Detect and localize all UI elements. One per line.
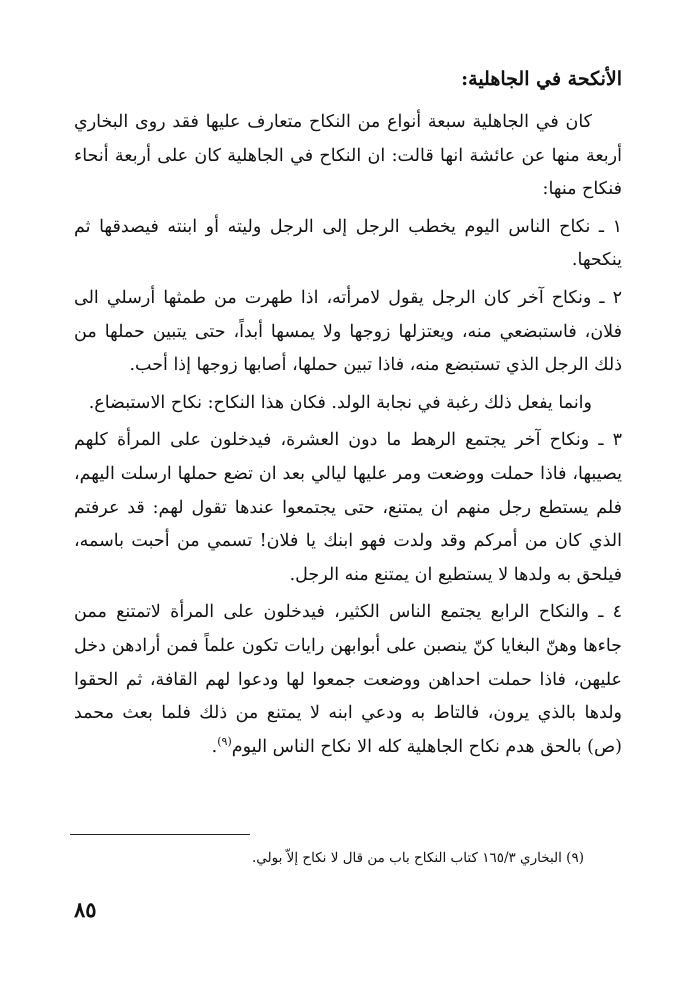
paragraph-type-1: ١ ـ نكاح الناس اليوم يخطب الرجل إلى الرجل وليته أو ابنته فيصدقها ثم ينكحها.: [74, 216, 622, 271]
paragraph-istibda: وانما يفعل ذلك رغبة في نجابة الولد. فكان هذا النكاح: نكاح الاستبضاع.: [88, 392, 592, 413]
paragraph-intro: كان في الجاهلية سبعة أنواع من النكاح متعارف عليها فقد روى البخاري أربعة منها عن عائشة انها قالت: ان النكاح في الجاهلية كان على أربعة أنحاء فنكاح منها:: [74, 112, 622, 200]
footnote: (٩) البخاري ١٦٥/٣ كتاب النكاح باب من قال لا نكاح إلاّ بولي.: [251, 850, 584, 866]
section-heading: الأنكحة في الجاهلية:: [461, 68, 622, 90]
page-number: ٨٥: [74, 897, 97, 922]
paragraph-type-4-text: ٤ ـ والنكاح الرابع يجتمع الناس الكثير، فيدخلون على المرأة لاتمتنع ممن جاءها وهنّ البغايا كنّ ينصبن على أبوابهن رايات تكون علماً فمن أرادهن دخل عليهن، فاذا حملت احداهن ووضعت جمعوا لها ودعوا لهم القافة، ثم الحقوا ولدها بالذي يرون، فالتاط به ودعي ابنه لا يمتنع من ذلك فلما بعث محمد (ص) بالحق هدم نكاح الجاهلية كله الا نكاح الناس اليوم: [74, 602, 622, 757]
paragraph-type-2: ٢ ـ ونكاح آخر كان الرجل يقول لامرأته، اذا طهرت من طمثها أرسلي الى فلان، فاستبضعي منه، ويعتزلها زوجها ولا يمسها أبداً، حتى يتبين حملها من ذلك الرجل الذي تستبضع منه، فاذا تبين حملها، أصابها زوجها إذا أحب.: [74, 287, 622, 376]
page-body: [74, 62, 622, 768]
footnote-divider: [70, 834, 250, 835]
paragraph-type-3: ٣ ـ ونكاح آخر يجتمع الرهط ما دون العشرة، فيدخلون على المرأة كلهم يصيبها، فاذا حملت ووضعت ومر عليها ليالي بعد ان تضع حملها ارسلت اليهم، فلم يستطع رجل منهم ان يمتنع، حتى يجتمعوا عندها تقول لهم: قد عرفتم الذي كان من أمركم وقد ولدت فهو ابنك يا فلان! تسمي من أحبت باسمه، فيلحق به ولدها لا يستطيع ان يمتنع منه الرجل.: [74, 430, 622, 585]
paragraph-type-4: ٤ ـ والنكاح الرابع يجتمع الناس الكثير، فيدخلون على المرأة لاتمتنع ممن جاءها وهنّ البغايا كنّ ينصبن على أبوابهن رايات تكون علماً فمن أرادهن دخل عليهن، فاذا حملت احداهن ووضعت جمعوا لها ودعوا لهم القافة، ثم الحقوا ولدها بالذي يرون، فالتاط به ودعي ابنه لا يمتنع من ذلك فلما بعث محمد (ص) بالحق هدم نكاح الجاهلية كله الا نكاح الناس اليوم$^{(٩)}$.: [74, 602, 622, 757]
footnote-reference: (٩): [217, 734, 232, 748]
